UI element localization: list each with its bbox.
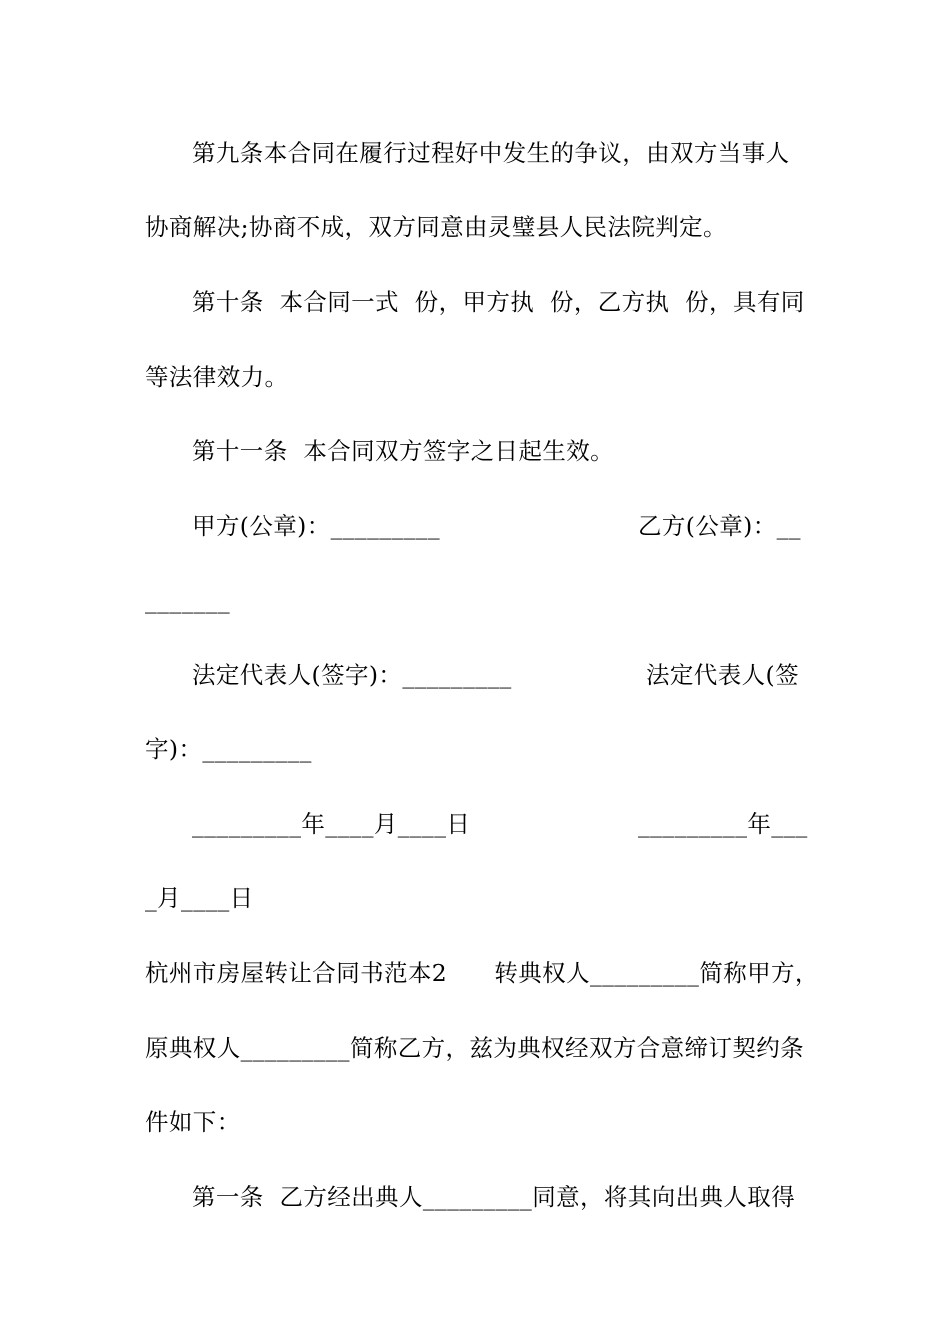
party-b-representative-continuation: 字)：_________ xyxy=(145,735,312,763)
party-a-seal-line: 甲方(公章)：_________ xyxy=(192,512,440,540)
party-b-date-continuation: _月____日 xyxy=(145,884,254,912)
party-b-seal-continuation: _______ xyxy=(145,586,231,614)
article-10-line-2: 等法律效力。 xyxy=(145,363,289,391)
party-b-seal-line: 乙方(公章)：__ xyxy=(638,512,801,540)
article-11-line: 第十一条 本合同双方签字之日起生效。 xyxy=(192,437,615,465)
party-a-date-line: _________年____月____日 xyxy=(192,810,471,838)
article-9-line-2: 协商解决;协商不成，双方同意由灵璧县人民法院判定。 xyxy=(145,213,727,241)
template-2-intro-line-3: 件如下： xyxy=(145,1108,241,1136)
party-b-representative-line: 法定代表人(签 xyxy=(646,661,799,689)
party-b-date-line: _________年___ xyxy=(638,810,808,838)
article-9-line-1: 第九条本合同在履行过程好中发生的争议，由双方当事人 xyxy=(192,139,790,167)
template-2-intro-line-2: 原典权人_________简称乙方，兹为典权经双方合意缔订契约条 xyxy=(145,1034,805,1062)
template-2-article-1-line: 第一条 乙方经出典人_________同意，将其向出典人取得 xyxy=(192,1183,796,1211)
party-a-representative-line: 法定代表人(签字)：_________ xyxy=(192,661,512,689)
template-2-heading-line: 杭州市房屋转让合同书范本2 转典权人_________简称甲方， xyxy=(145,959,819,987)
article-10-line-1: 第十条 本合同一式 份，甲方执 份，乙方执 份，具有同 xyxy=(192,288,805,316)
